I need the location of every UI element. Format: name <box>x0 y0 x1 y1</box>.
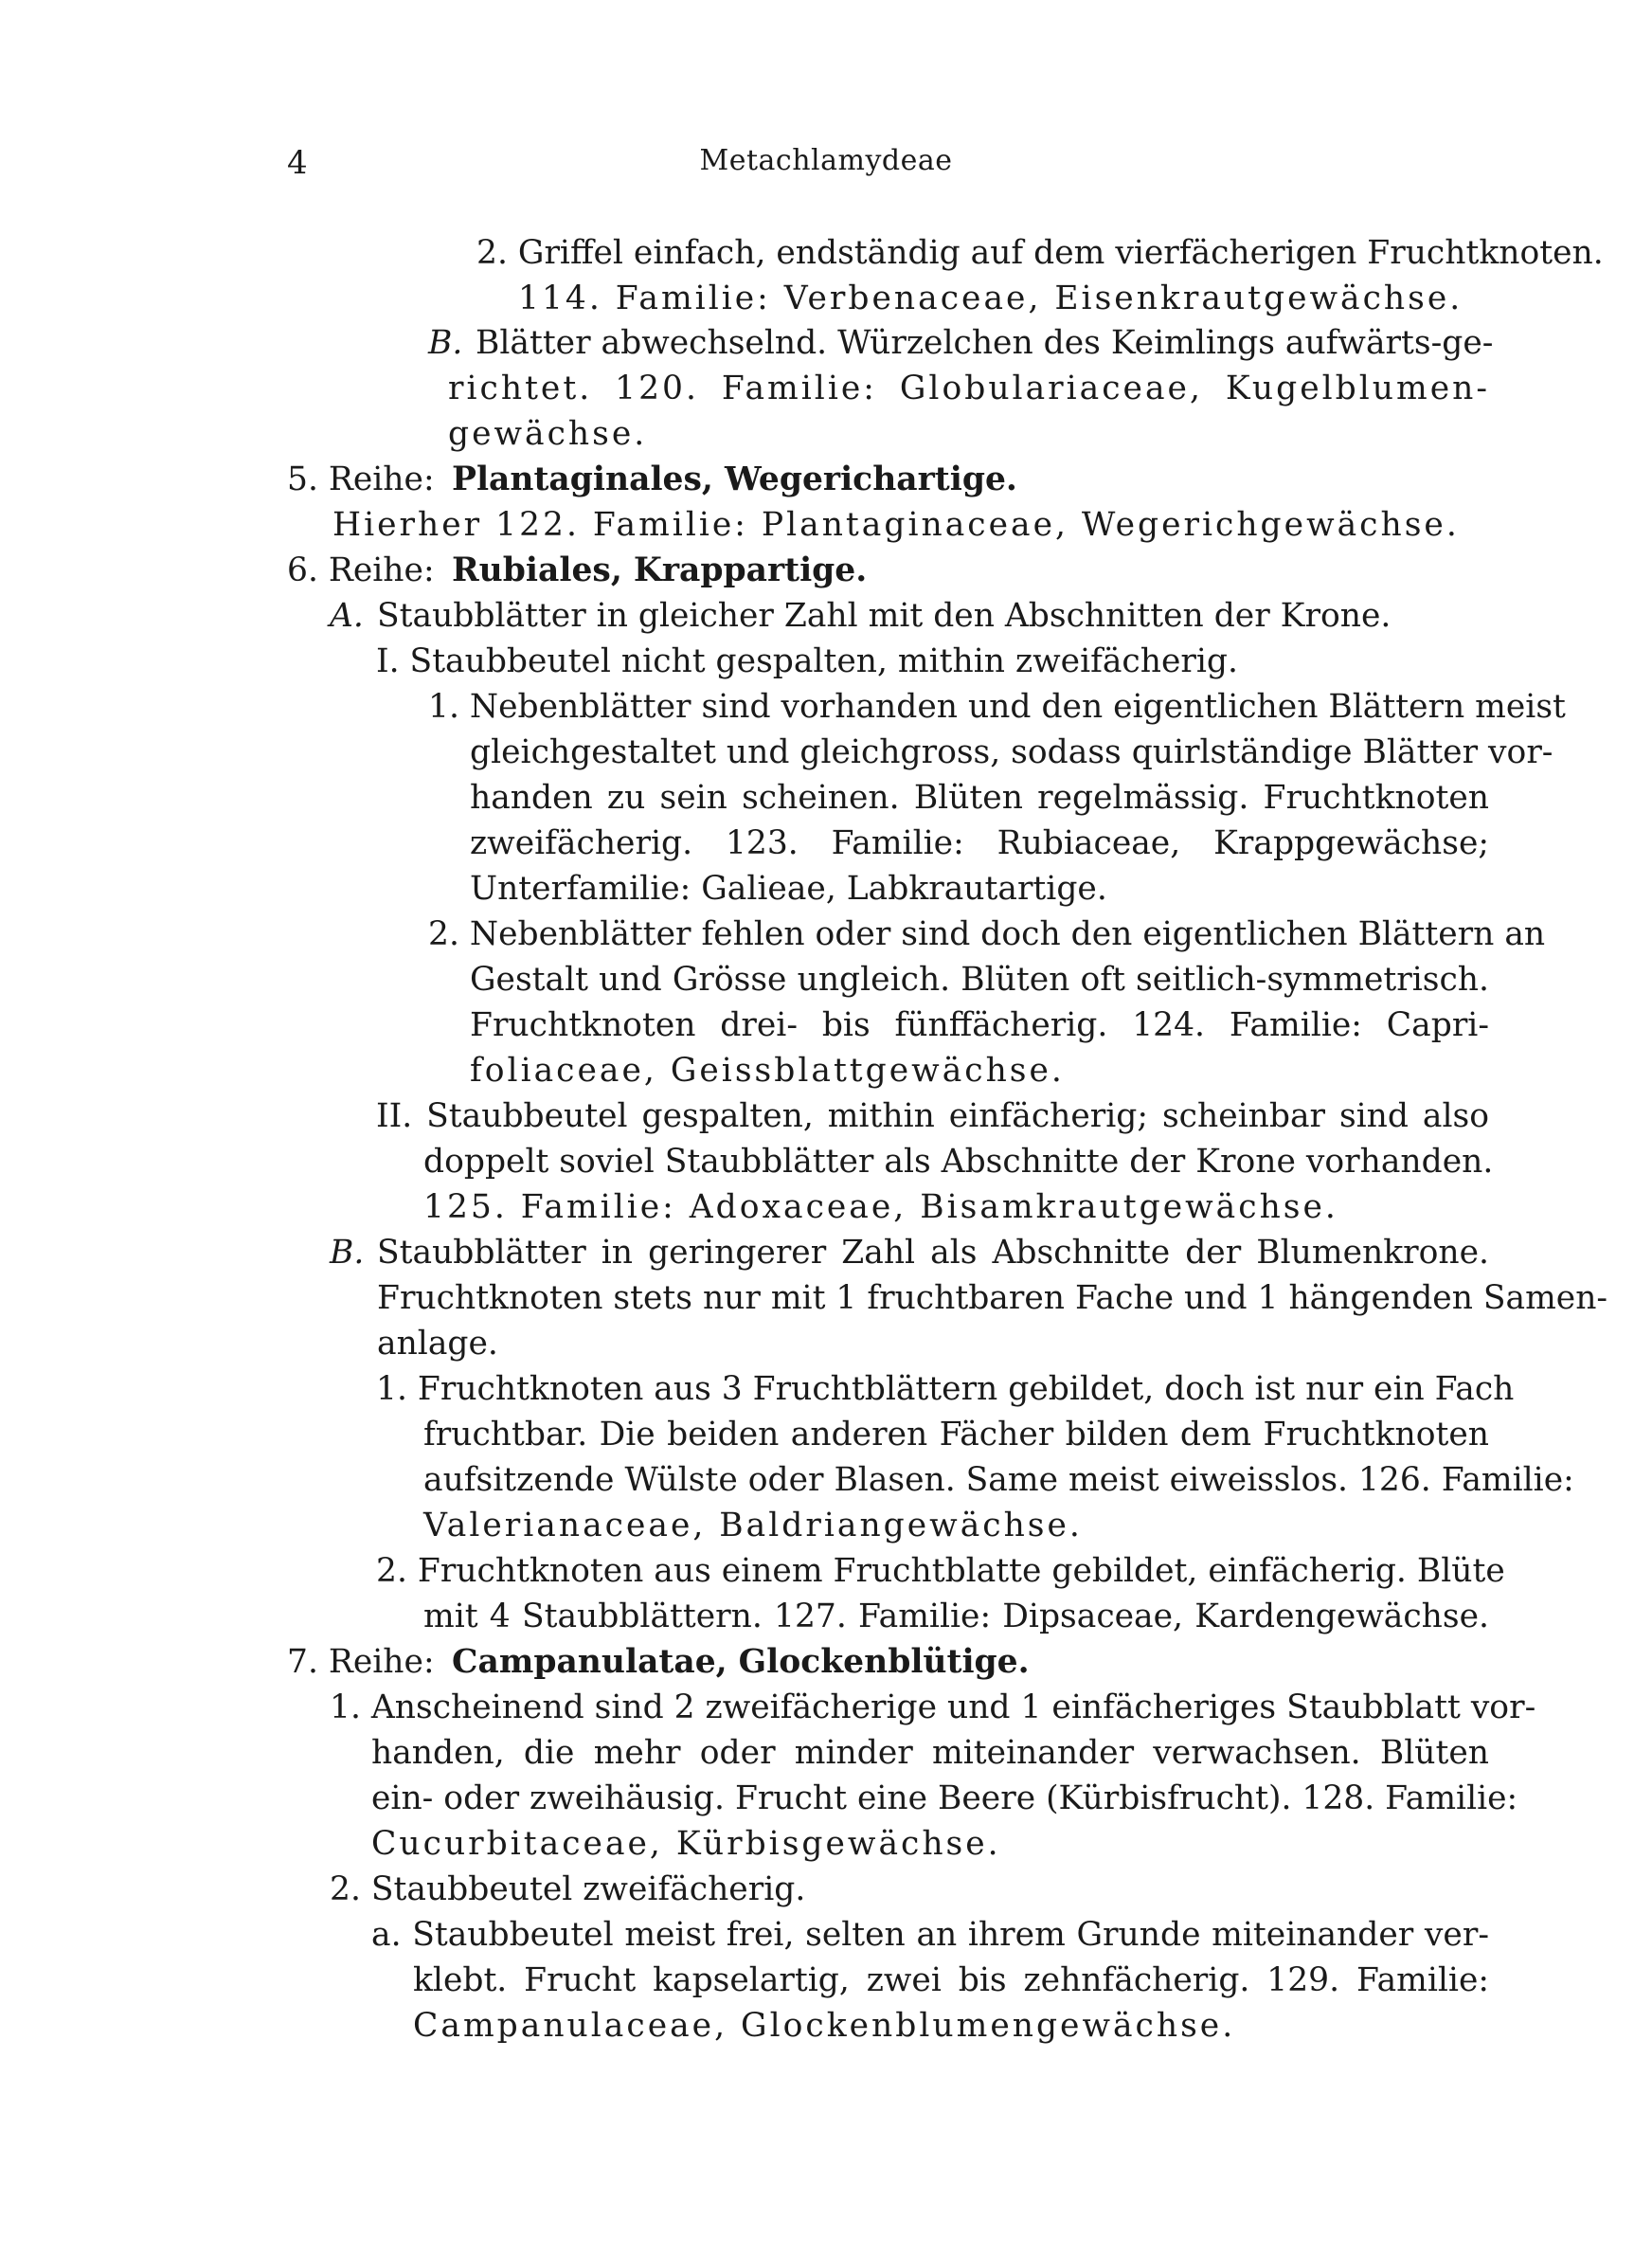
text-line: richtet. 120. Familie: Globulariaceae, Kugelblumen- <box>448 370 1490 407</box>
text-line: I. Staubbeutel nicht gespalten, mithin zweifächerig. <box>376 642 1238 680</box>
series-heading: Rubiales, Krappartige. <box>452 551 868 589</box>
text-line: 2. Nebenblätter fehlen oder sind doch den eigentlichen Blättern an <box>428 915 1546 953</box>
text-line: 2. Griffel einfach, endständig auf dem vierfächerigen Fruchtknoten. <box>476 234 1604 272</box>
text-line: klebt. Frucht kapselartig, zwei bis zehnfächerig. 129. Familie: <box>413 1961 1489 1999</box>
series-label: 6. Reihe: <box>287 551 435 589</box>
text-line: Blätter abwechselnd. Würzelchen des Keimlings aufwärts-ge- <box>476 324 1494 362</box>
text-line: Fruchtknoten stets nur mit 1 fruchtbaren Fache und 1 hängenden Samen- <box>377 1279 1608 1317</box>
text-line: gewächse. <box>448 415 648 453</box>
text-line: II. Staubbeutel gespalten, mithin einfächerig; scheinbar sind also <box>376 1097 1489 1135</box>
running-title: Metachlamydeae <box>699 144 953 177</box>
series-heading: Plantaginales, Wegerichartige. <box>452 460 1017 498</box>
text-line: Valerianaceae, Baldriangewächse. <box>423 1507 1083 1544</box>
text-line: Cucurbitaceae, Kürbisgewächse. <box>371 1825 1001 1863</box>
item-label: A. <box>330 597 364 635</box>
text-line: handen, die mehr oder minder miteinander verwachsen. Blüten <box>371 1734 1489 1772</box>
text-line: Unterfamilie: Galieae, Labkrautartige. <box>470 870 1107 908</box>
text-line: handen zu sein scheinen. Blüten regelmässig. Fruchtknoten <box>470 779 1489 817</box>
text-line: 2. Fruchtknoten aus einem Fruchtblatte gebildet, einfächerig. Blüte <box>376 1552 1505 1590</box>
series-label: 5. Reihe: <box>287 460 435 498</box>
text-line: fruchtbar. Die beiden anderen Fächer bilden dem Fruchtknoten <box>423 1416 1489 1454</box>
text-line: Staubblätter in geringerer Zahl als Abschnitte der Blumenkrone. <box>377 1234 1489 1272</box>
text-line: gleichgestaltet und gleichgross, sodass quirlständige Blätter vor- <box>470 733 1553 771</box>
text-line: 114. Familie: Verbenaceae, Eisenkrautgewächse. <box>518 280 1463 317</box>
text-line: a. Staubbeutel meist frei, selten an ihrem Grunde miteinander ver- <box>371 1916 1489 1954</box>
text-line: ein- oder zweihäusig. Frucht eine Beere (Kürbisfrucht). 128. Familie: <box>371 1779 1518 1817</box>
text-line: anlage. <box>377 1325 498 1363</box>
page-number: 4 <box>287 144 308 182</box>
text-line: Staubblätter in gleicher Zahl mit den Abschnitten der Krone. <box>377 597 1392 635</box>
text-line: 125. Familie: Adoxaceae, Bisamkrautgewächse. <box>423 1188 1338 1226</box>
text-line: Hierher 122. Familie: Plantaginaceae, Wegerichgewächse. <box>332 506 1460 544</box>
text-line: 1. Fruchtknoten aus 3 Fruchtblättern gebildet, doch ist nur ein Fach <box>376 1370 1515 1408</box>
text-line: Gestalt und Grösse ungleich. Blüten oft seitlich-symmetrisch. <box>470 961 1489 999</box>
text-line: zweifächerig. 123. Familie: Rubiaceae, Krappgewächse; <box>470 824 1489 862</box>
series-heading: Campanulatae, Glockenblütige. <box>452 1643 1030 1681</box>
text-line: Campanulaceae, Glockenblumengewächse. <box>413 2007 1236 2045</box>
text-line: 2. Staubbeutel zweifächerig. <box>330 1870 806 1908</box>
text-line: Fruchtknoten drei- bis fünffächerig. 124. Familie: Capri- <box>470 1006 1489 1044</box>
text-line: foliaceae, Geissblattgewächse. <box>470 1052 1065 1090</box>
series-label: 7. Reihe: <box>287 1643 435 1681</box>
text-line: doppelt soviel Staubblätter als Abschnitte der Krone vorhanden. <box>423 1143 1494 1181</box>
text-line: 1. Anscheinend sind 2 zweifächerige und 1 einfächeriges Staubblatt vor- <box>330 1688 1536 1726</box>
item-label: B. <box>330 1234 365 1272</box>
text-line: aufsitzende Wülste oder Blasen. Same meist eiweisslos. 126. Familie: <box>423 1461 1574 1499</box>
item-label: B. <box>428 324 463 362</box>
text-line: 1. Nebenblätter sind vorhanden und den eigentlichen Blättern meist <box>428 688 1566 726</box>
text-line: mit 4 Staubblättern. 127. Familie: Dipsaceae, Kardengewächse. <box>423 1598 1489 1635</box>
